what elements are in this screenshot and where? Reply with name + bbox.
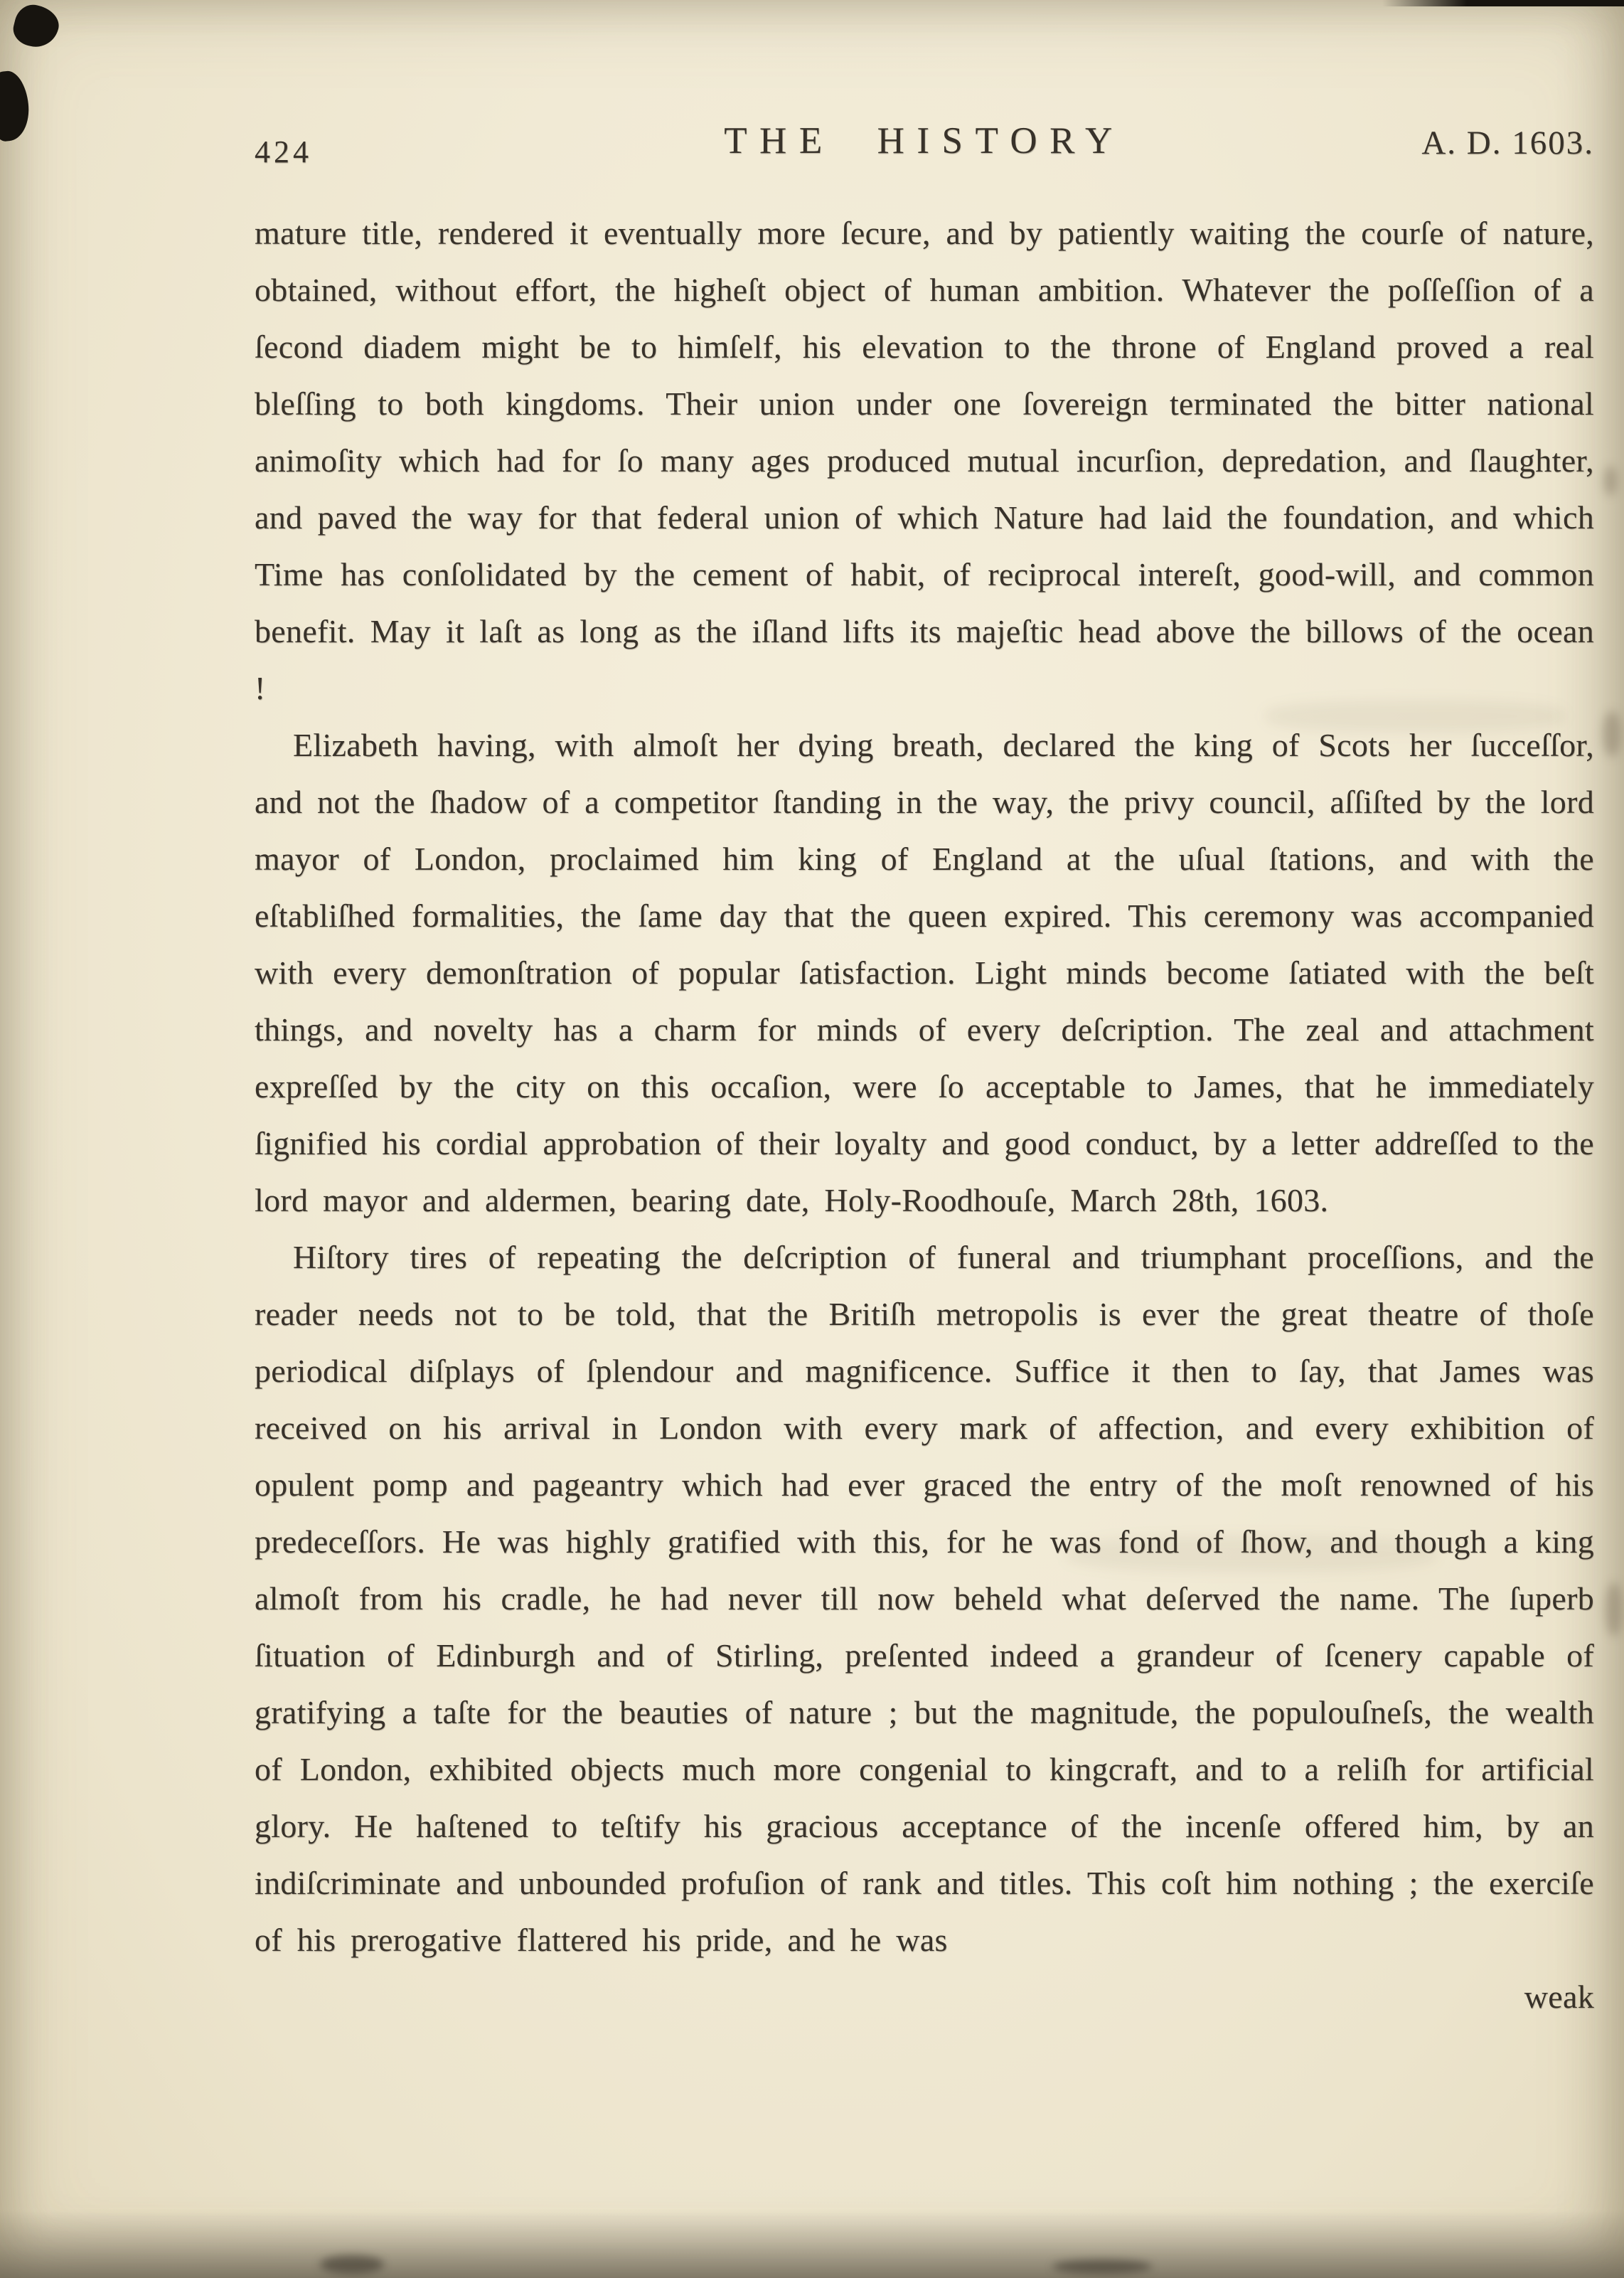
bottom-edge-blotch: [320, 2255, 384, 2274]
bleed-through-ghost: [1266, 701, 1564, 732]
page-body: [255, 205, 1594, 2026]
paragraph-history-tires: Hiſtory tires of repeating the deſcription of funeral and triumphant proceſſions, and the reader needs not to be told, that the Britiſh metropolis is ever the great theatre of thoſe periodical diſplays of ſplendour and magnificence. Suffice it then to ſay, that James was received on his arrival in London with every mark of affection, and every exhibition of opulent pomp and pageantry which had ever graced the entry of the moſt renowned of his predeceſſors. He was highly gratified with this, for he was fond of ſhow, and though a king almoſt from his cradle, he had never till now beheld what deſerved the name. The ſuperb ſituation of Edinburgh and of Stirling, preſented indeed a grandeur of ſcenery capable of gratifying a taſte for the beauties of nature ; but the magnitude, the populouſneſs, the wealth of London, exhibited objects much more congenial to kingcraft, and to a reliſh for artificial glory. He haſtened to teſtify his gracious acceptance of the incenſe offered him, by an indiſcriminate and unbounded profuſion of rank and titles. This coſt him nothing ; the exerciſe of his prerogative flattered his pride, and he was: [255, 1239, 1594, 1958]
scan-edge-strip-top-right: [1382, 0, 1624, 6]
page-header: [255, 119, 1594, 176]
date-annotation: A. D. 1603.: [1421, 124, 1594, 161]
running-title: THE HISTORY: [724, 120, 1125, 161]
bottom-edge-blotch: [1052, 2260, 1152, 2274]
page-number: 424: [255, 134, 312, 169]
ink-blot-top-left-2: [0, 69, 32, 142]
edge-smudge: [1604, 466, 1617, 496]
paragraph-elizabeth: Elizabeth having, with almoſt her dying breath, declared the king of Scots her ſucceſſor, and not the ſhadow of a competitor ſtanding in the way, the privy council, aſſiſted by the lord mayor of London, proclaimed him king of England at the uſual ſtations, and with the eſtabliſhed formalities, the ſame day that the queen expired. This ceremony was accompanied with every demonſtration of popular ſatisfaction. Light minds become ſatiated with the beſt things, and novelty has a charm for minds of every deſcription. The zeal and attachment expreſſed by the city on this occaſion, were ſo acceptable to James, that he immediately ſignified his cordial approbation of their loyalty and good conduct, by a letter addreſſed to the lord mayor and aldermen, bearing date, Holy-Roodhouſe, March 28th, 1603.: [255, 727, 1594, 1218]
ink-blot-top-left-1: [10, 1, 63, 51]
scan-edge-band-bottom: [0, 2210, 1624, 2278]
edge-smudge: [1603, 711, 1621, 757]
edge-smudge: [1606, 1582, 1623, 1636]
paragraph-continuation: mature title, rendered it eventually more ſecure, and by patiently waiting the courſe of nature, obtained, without effort, the higheſt object of human ambition. Whatever the poſſeſſion of a ſecond diadem might be to himſelf, his elevation to the throne of England proved a real bleſſing to both kingdoms. Their union under one ſovereign terminated the bitter national animoſity which had for ſo many ages produced mutual incurſion, depredation, and ſlaughter, and paved the way for that federal union of which Nature had laid the foundation, and which Time has conſolidated by the cement of habit, of reciprocal intereſt, good-will, and common benefit. May it laſt as long as the iſland lifts its majeſtic head above the billows of the ocean !: [255, 215, 1594, 706]
catchword: weak: [1524, 1979, 1594, 2015]
bleed-through-ghost: [1067, 1536, 1436, 1572]
